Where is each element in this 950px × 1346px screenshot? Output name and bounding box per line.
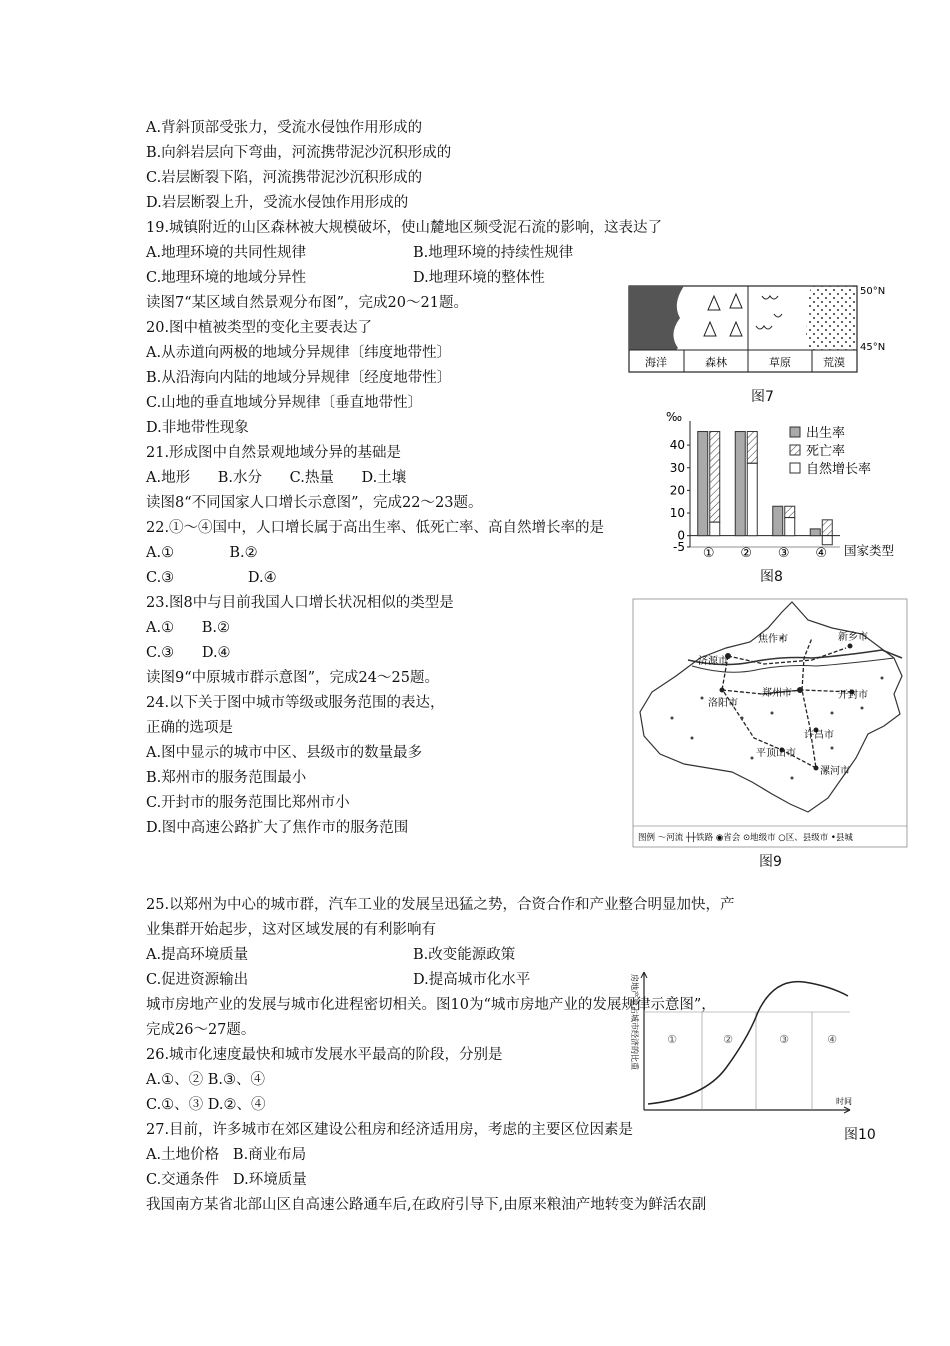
figure-10-chart	[614, 968, 854, 1116]
figure-10-caption: 图10	[844, 1127, 876, 1143]
q22-stem: 22.①～④国中，人口增长属于高出生率、低死亡率、高自然增长率的是	[146, 520, 605, 536]
y-unit-label: ‰	[666, 410, 683, 424]
city-zhengzhou: 郑州市	[762, 688, 792, 699]
stage-1: ①	[667, 1033, 677, 1046]
read-fig9: 读图9“中原城市群示意图”，完成24～25题。	[146, 670, 439, 686]
city-jiaozuo: 焦作市	[758, 634, 788, 645]
read-fig7: 读图7“某区域自然景观分布图”，完成20～21题。	[146, 295, 468, 311]
city-xinxiang: 新乡市	[838, 632, 868, 643]
figure-8-chart	[660, 405, 900, 567]
stage-4: ④	[827, 1033, 837, 1046]
q23-options-ab: A.① B.②	[146, 620, 230, 636]
q21-options: A.地形 B.水分 C.热量 D.土壤	[146, 470, 407, 486]
city-xuchang: 许昌市	[804, 730, 834, 741]
read-fig10-2: 完成26～27题。	[146, 1022, 256, 1038]
legend-birth: 出生率	[806, 426, 846, 441]
bar-death-rate	[822, 520, 832, 536]
figure-9-map	[632, 598, 908, 848]
stage-3: ③	[779, 1033, 789, 1046]
bar-natural-growth	[785, 518, 795, 536]
figure-7-landscape	[628, 284, 898, 376]
bar-birth-rate	[735, 432, 745, 536]
y-tick-label: 20	[669, 483, 685, 498]
q26-options-cd: C.①、③ D.②、④	[146, 1097, 266, 1113]
q19-option-d: D.地理环境的整体性	[413, 270, 545, 286]
q18-option-b: B.向斜岩层向下弯曲，河流携带泥沙沉积形成的	[146, 145, 452, 161]
figure-7-caption: 图7	[751, 389, 774, 405]
q25-stem: 25.以郑州为中心的城市群，汽车工业的发展呈迅猛之势，合资合作和产业整合明显加快，产	[146, 897, 735, 913]
lat-45-label: 45°N	[860, 342, 886, 353]
q24-option-c: C.开封市的服务范围比郑州市小	[146, 795, 350, 811]
q23-options-cd: C.③ D.④	[146, 645, 231, 661]
q24-stem: 24.以下关于图中城市等级或服务范围的表达，	[146, 695, 445, 711]
bar-death-rate	[747, 432, 757, 464]
q25-stem-2: 业集群开始起步，这对区域发展的有利影响有	[146, 922, 436, 938]
bar-birth-rate	[810, 529, 820, 536]
q18-option-d: D.岩层断裂上升，受流水侵蚀作用形成的	[146, 195, 409, 211]
q20-option-b: B.从沿海向内陆的地域分异规律〔经度地带性〕	[146, 370, 452, 386]
y-tick-label: 40	[669, 438, 685, 453]
x-axis-label: 国家类型	[844, 543, 895, 558]
city-pingdingshan: 平顶山市	[756, 748, 796, 759]
q22-options-ab: A.① B.②	[146, 545, 258, 561]
q21-stem: 21.形成图中自然景观地域分异的基础是	[146, 445, 402, 461]
category-label: ②	[740, 546, 753, 561]
legend-swatch-natural	[790, 463, 800, 473]
bar-death-rate	[710, 432, 720, 523]
bar-birth-rate	[698, 432, 708, 536]
development-curve	[648, 982, 848, 1104]
q27-options-cd: C.交通条件 D.环境质量	[146, 1172, 307, 1188]
bar-natural-growth	[822, 536, 832, 545]
map-legend: 图例 ～河流 ┼┼铁路 ◉省会 ⊙地级市 ○区、县级市 •县城	[638, 833, 853, 843]
q26-options-ab: A.①、② B.③、④	[146, 1072, 265, 1088]
category-label: ④	[815, 546, 828, 561]
q18-option-a: A.背斜顶部受张力，受流水侵蚀作用形成的	[146, 120, 423, 136]
q19-option-b: B.地理环境的持续性规律	[413, 245, 574, 261]
figure-8-caption: 图8	[760, 569, 783, 585]
city-luoyang: 洛阳市	[708, 698, 738, 709]
q25-option-a: A.提高环境质量	[146, 947, 249, 963]
city-jiyuan: 济源市	[698, 656, 728, 667]
lat-50-label: 50°N	[860, 286, 886, 297]
bar-natural-growth	[710, 522, 720, 536]
q19-stem: 19.城镇附近的山区森林被大规模破坏，使山麓地区频受泥石流的影响，这表达了	[146, 220, 663, 236]
legend-natural: 自然增长率	[806, 462, 872, 477]
read-fig8: 读图8“不同国家人口增长示意图”，完成22～23题。	[146, 495, 483, 511]
q18-option-c: C.岩层断裂下陷，河流携带泥沙沉积形成的	[146, 170, 423, 186]
figure-9-caption: 图9	[759, 854, 782, 870]
city-luohe: 漯河市	[820, 766, 850, 777]
q25-option-b: B.改变能源政策	[413, 947, 516, 963]
q26-stem: 26.城市化速度最快和城市发展水平最高的阶段，分别是	[146, 1047, 503, 1063]
bar-natural-growth	[747, 463, 757, 535]
q23-stem: 23.图8中与目前我国人口增长状况相似的类型是	[146, 595, 454, 611]
q19-option-c: C.地理环境的地域分异性	[146, 270, 307, 286]
legend-death: 死亡率	[806, 444, 846, 459]
q19-option-a: A.地理环境的共同性规律	[146, 245, 307, 261]
q25-option-d: D.提高城市化水平	[413, 972, 531, 988]
last-paragraph: 我国南方某省北部山区自高速公路通车后,在政府引导下,由原来粮油产地转变为鲜活农副	[146, 1197, 707, 1213]
legend-swatch-death	[790, 445, 800, 455]
zone-ocean: 海洋	[645, 356, 667, 369]
q24-stem-2: 正确的选项是	[146, 720, 233, 736]
zone-grassland: 草原	[769, 356, 791, 369]
q24-option-b: B.郑州市的服务范围最小	[146, 770, 307, 786]
q20-option-d: D.非地带性现象	[146, 420, 249, 436]
stage-2: ②	[723, 1033, 733, 1046]
bar-death-rate	[785, 506, 795, 517]
y-tick-label: 10	[669, 506, 685, 521]
q27-stem: 27.目前，许多城市在郊区建设公租房和经济适用房，考虑的主要区位因素是	[146, 1122, 634, 1138]
q27-options-ab: A.土地价格 B.商业布局	[146, 1147, 307, 1163]
category-label: ③	[777, 546, 790, 561]
q24-option-d: D.图中高速公路扩大了焦作市的服务范围	[146, 820, 409, 836]
city-kaifeng: 开封市	[838, 690, 868, 701]
legend-swatch-birth	[790, 427, 800, 437]
q24-option-a: A.图中显示的城市中区、县级市的数量最多	[146, 745, 423, 761]
y-tick-label: -5	[673, 540, 685, 554]
bar-birth-rate	[773, 506, 783, 535]
x-axis-label: 时间	[836, 1097, 852, 1106]
q20-option-a: A.从赤道向两极的地域分异规律〔纬度地带性〕	[146, 345, 452, 361]
y-axis-label: 房地产业占城市经济的比重	[630, 974, 639, 1070]
zone-forest: 森林	[705, 356, 727, 369]
q20-option-c: C.山地的垂直地域分异规律〔垂直地带性〕	[146, 395, 423, 411]
q25-option-c: C.促进资源输出	[146, 972, 249, 988]
q20-stem: 20.图中植被类型的变化主要表达了	[146, 320, 373, 336]
y-tick-label: 0	[677, 528, 685, 543]
q22-options-cd: C.③ D.④	[146, 570, 277, 586]
category-label: ①	[702, 546, 715, 561]
y-tick-label: 30	[669, 460, 685, 475]
zone-desert: 荒漠	[823, 356, 845, 369]
read-fig10: 城市房地产业的发展与城市化进程密切相关。图10为“城市房地产业的发展规律示意图”，	[146, 997, 716, 1013]
